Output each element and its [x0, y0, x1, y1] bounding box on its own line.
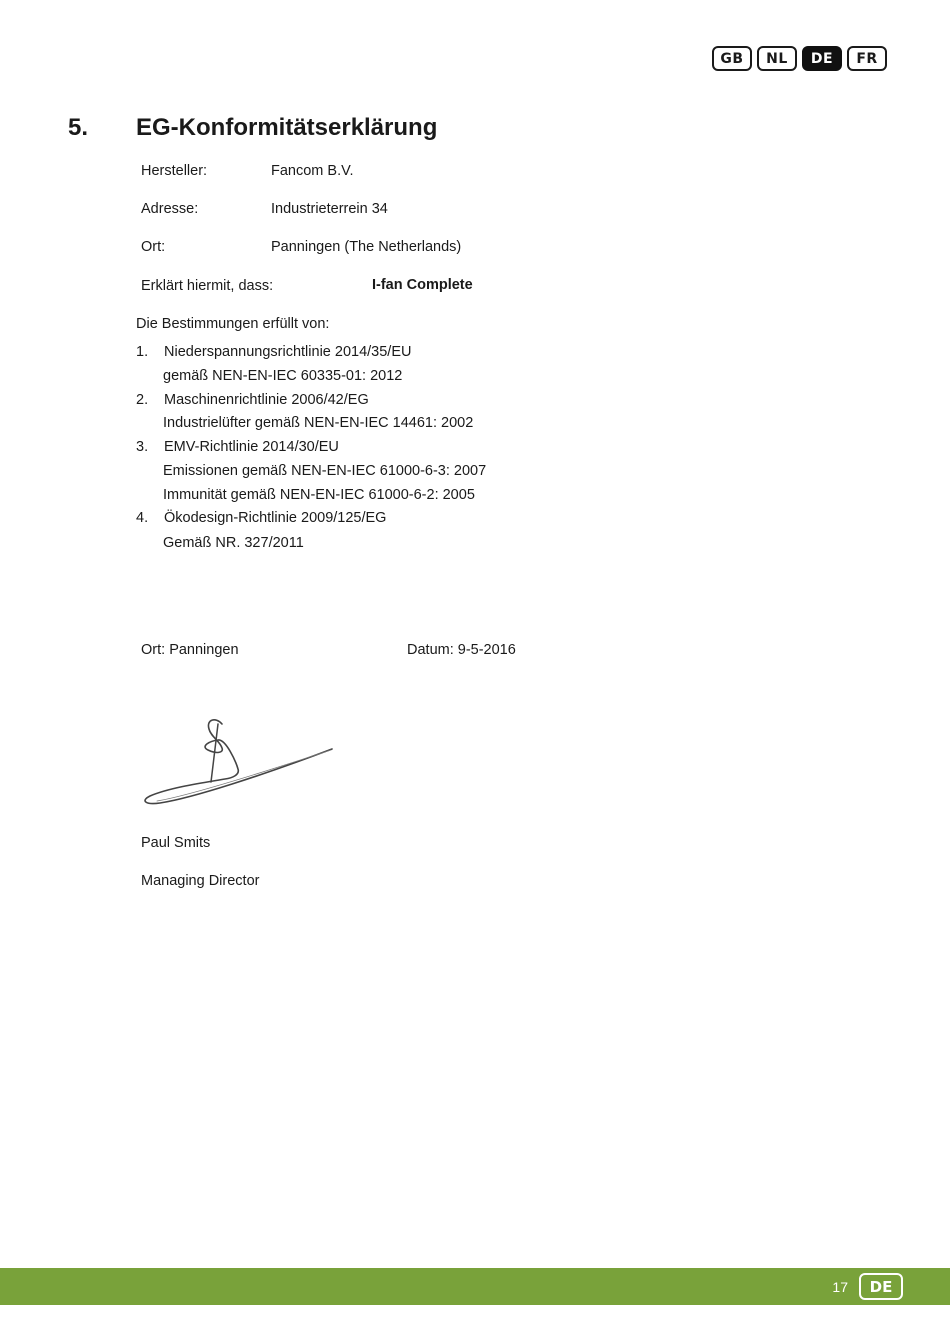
directive-3-title: EMV-Richtlinie 2014/30/EU	[164, 439, 339, 455]
directive-1-detail: gemäß NEN-EN-IEC 60335-01: 2012	[163, 368, 403, 384]
lang-tab-fr[interactable]: FR	[847, 46, 887, 71]
manufacturer-label: Hersteller:	[141, 163, 208, 179]
directive-2-title: Maschinenrichtlinie 2006/42/EG	[164, 392, 369, 408]
lang-tab-nl[interactable]: NL	[757, 46, 797, 71]
directive-1-title: Niederspannungsrichtlinie 2014/35/EU	[164, 344, 412, 360]
footer-language-badge: DE	[859, 1273, 903, 1300]
signatory-role: Managing Director	[141, 873, 260, 889]
directive-3-detail-emissions: Emissionen gemäß NEN-EN-IEC 61000-6-3: 2007	[163, 463, 487, 479]
declaration-label: Erklärt hiermit, dass:	[141, 278, 274, 294]
signatory-name: Paul Smits	[141, 835, 211, 851]
directive-3-number: 3.	[136, 439, 149, 455]
lang-tab-gb[interactable]: GB	[712, 46, 752, 71]
section-number: 5.	[68, 114, 89, 141]
language-tabs	[712, 46, 887, 71]
product-name: I-fan Complete	[372, 277, 473, 293]
lang-tab-de[interactable]: DE	[802, 46, 842, 71]
signature	[138, 712, 338, 812]
place-label: Ort:	[141, 239, 166, 255]
directive-4-number: 4.	[136, 510, 149, 526]
signing-place: Ort: Panningen	[141, 642, 239, 658]
manufacturer-value: Fancom B.V.	[271, 163, 354, 179]
place-value: Panningen (The Netherlands)	[271, 239, 462, 255]
footer-bar	[0, 1268, 950, 1305]
directive-4-title: Ökodesign-Richtlinie 2009/125/EG	[164, 510, 387, 526]
signing-date: Datum: 9-5-2016	[407, 642, 516, 658]
directive-2-detail: Industrielüfter gemäß NEN-EN-IEC 14461: 2002	[163, 415, 474, 431]
address-label: Adresse:	[141, 201, 199, 217]
provisions-intro: Die Bestimmungen erfüllt von:	[136, 316, 330, 332]
directive-3-detail-immunity: Immunität gemäß NEN-EN-IEC 61000-6-2: 2005	[163, 487, 475, 503]
directive-2-number: 2.	[136, 392, 149, 408]
section-title: EG-Konformitätserklärung	[136, 114, 438, 141]
directive-1-number: 1.	[136, 344, 149, 360]
directive-4-detail: Gemäß NR. 327/2011	[163, 535, 304, 551]
page-number: 17	[832, 1279, 848, 1295]
address-value: Industrieterrein 34	[271, 201, 388, 217]
